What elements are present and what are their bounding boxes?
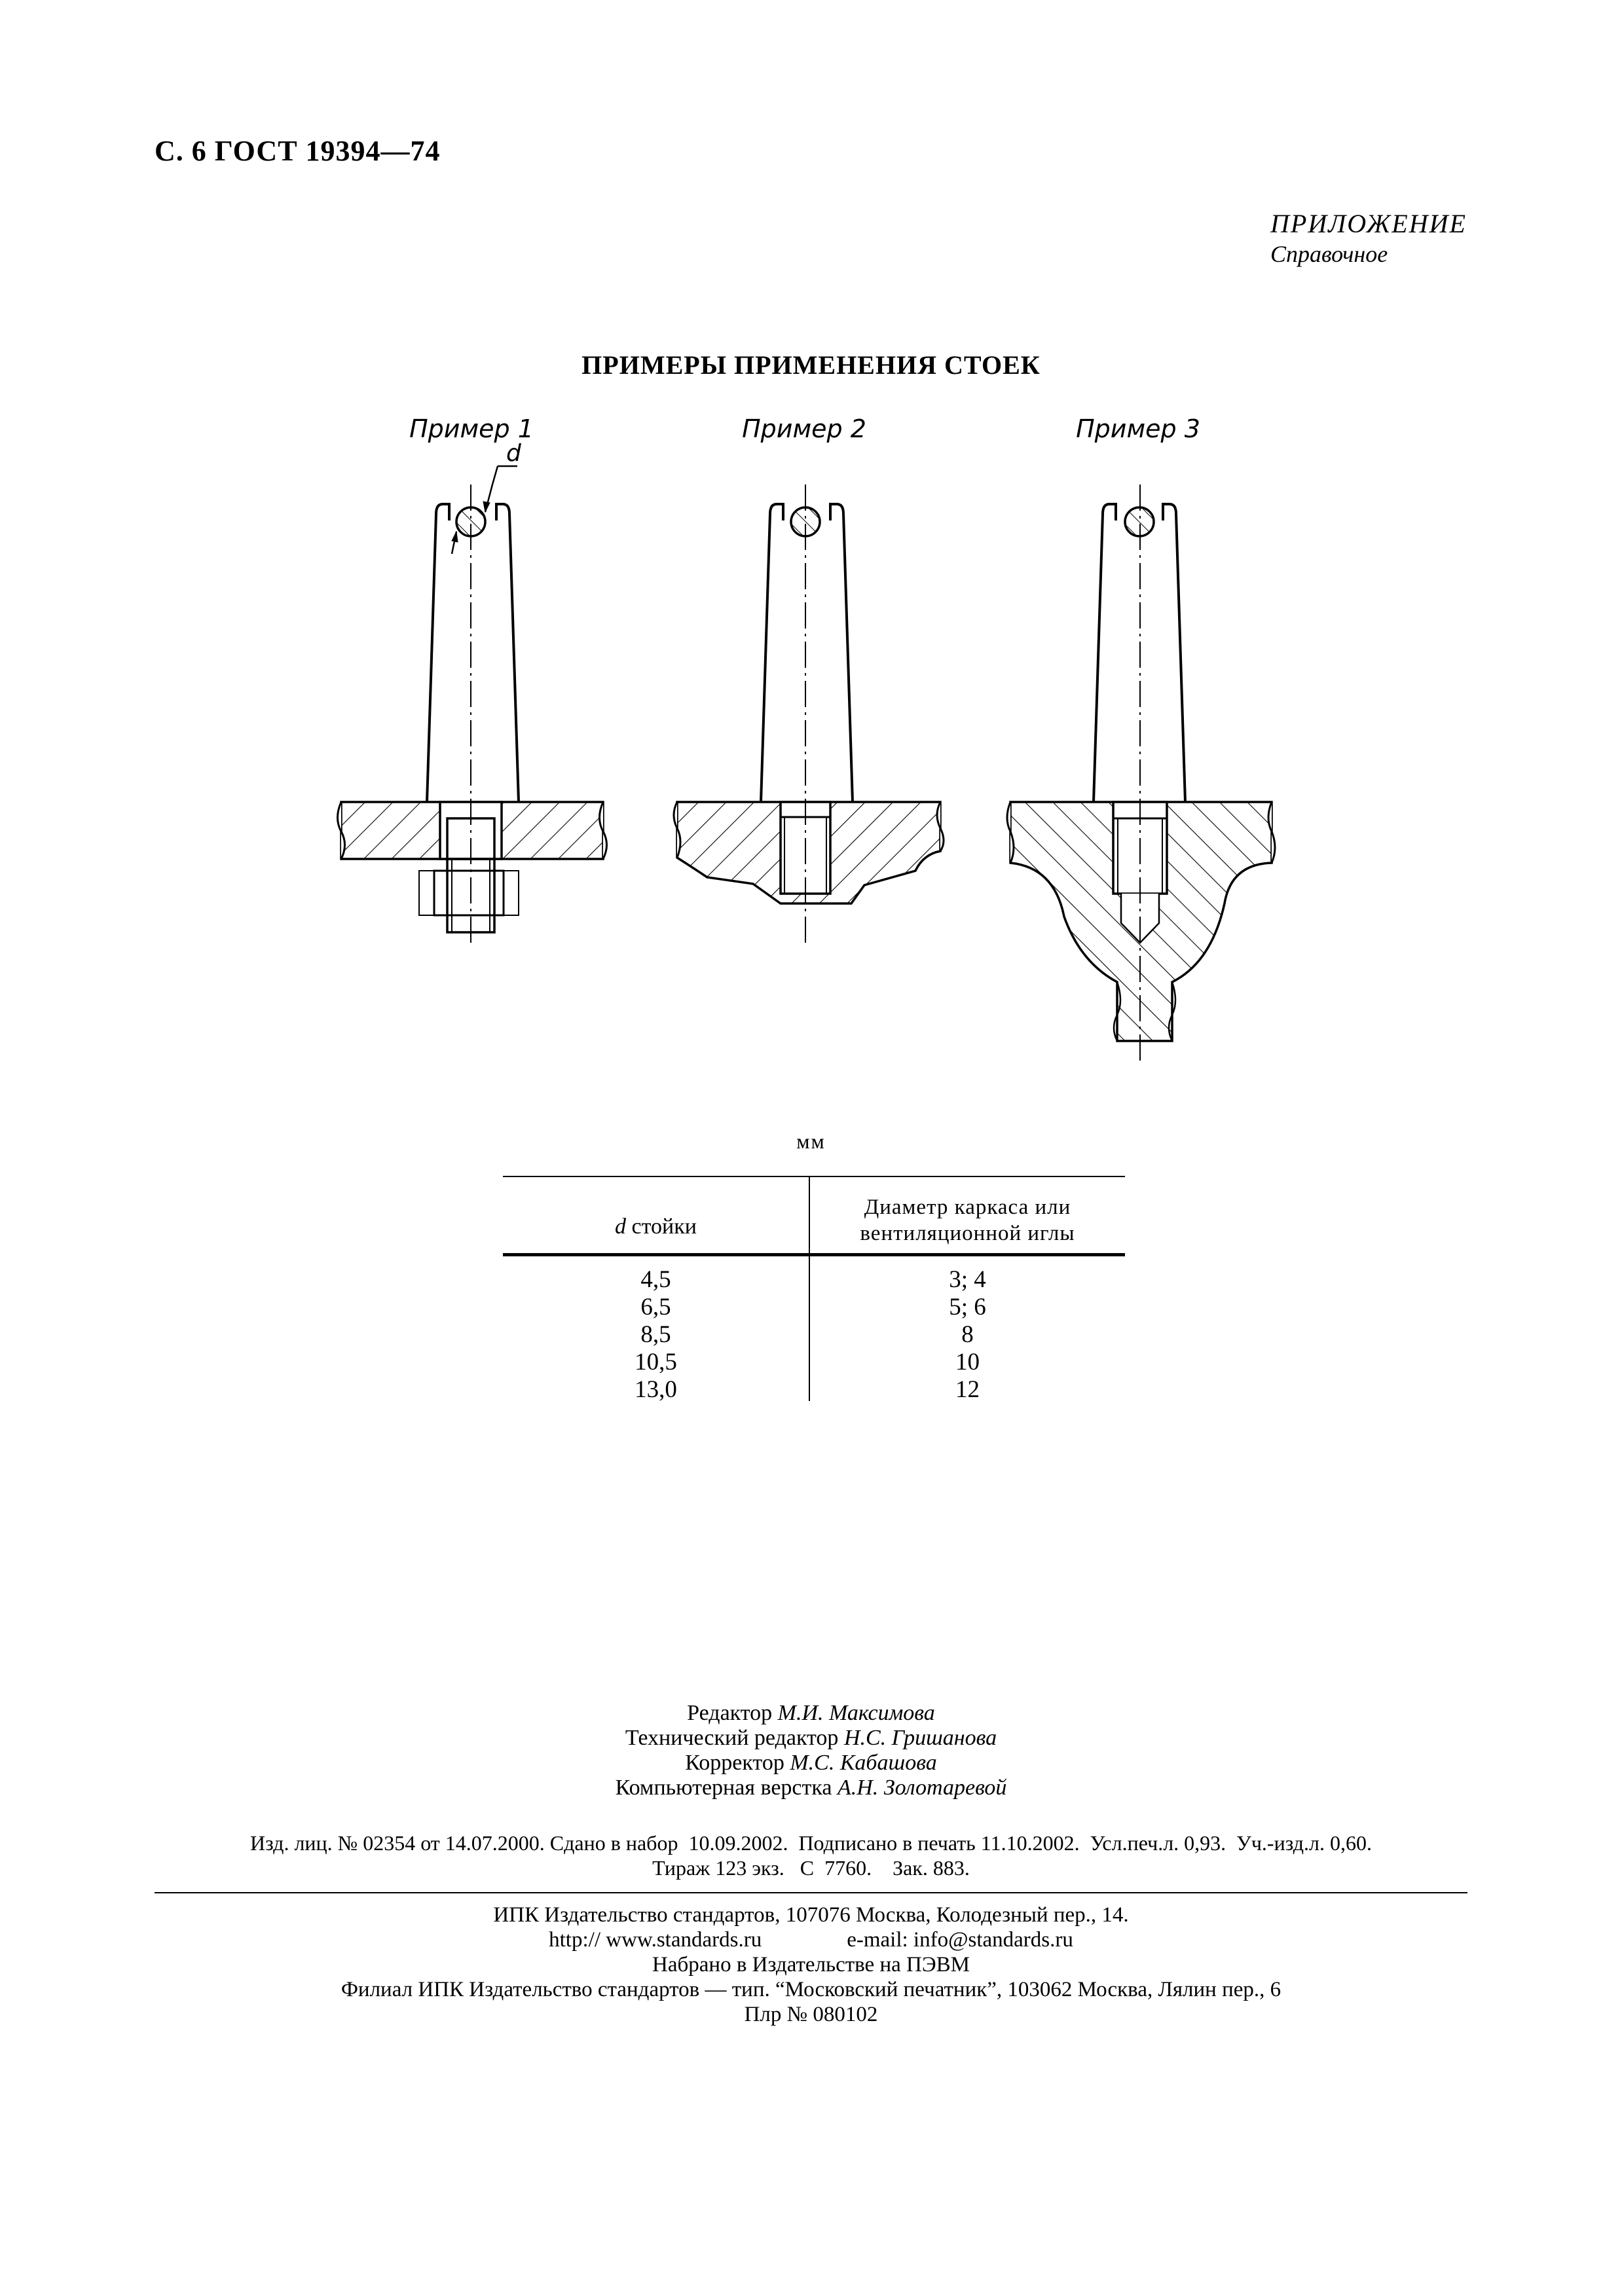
publisher-email: e-mail: info@standards.ru (847, 1928, 1073, 1952)
credit-line (0, 1726, 1622, 1751)
publisher-info (0, 1903, 1622, 2027)
table-cell: 8 (961, 1321, 974, 1348)
example-2-drawing (674, 484, 944, 943)
table-cell: 12 (955, 1376, 980, 1403)
table-cell: 8,5 (640, 1321, 671, 1348)
credit-role: Технический редактор (625, 1726, 844, 1750)
examples-drawing (0, 0, 1622, 1126)
credit-name: А.Н. Золотаревой (837, 1776, 1007, 1800)
table-cell: 5; 6 (949, 1294, 986, 1321)
credit-name: Н.С. Гришанова (843, 1726, 997, 1750)
table-cell: 13,0 (635, 1376, 677, 1403)
publisher-line-1: ИПК Издательство стандартов, 107076 Москва, Колодезный пер., 14. (493, 1903, 1129, 1927)
document-title: ПРИМЕРЫ ПРИМЕНЕНИЯ СТОЕК (581, 350, 1041, 380)
table-top-rule (503, 1176, 1125, 1177)
imprint (0, 1831, 1622, 1880)
table-column-diameter (810, 1266, 1125, 1404)
table-header-diameter-line2: вентиляционной иглы (860, 1222, 1075, 1245)
credits (0, 1701, 1622, 1800)
table-column-d (503, 1266, 809, 1404)
units-label: мм (796, 1129, 826, 1153)
example-3-drawing (1007, 484, 1275, 1061)
credit-line (0, 1751, 1622, 1776)
publisher-line-4: Филиал ИПК Издательство стандартов — тип. “Московский печатник”, 103062 Москва, Лялин пер., 6 (341, 1978, 1281, 2001)
credit-name: М.И. Максимова (777, 1701, 935, 1725)
publisher-line-5: Плр № 080102 (744, 2003, 878, 2026)
footer-rule (155, 1892, 1467, 1893)
credit-line (0, 1701, 1622, 1726)
dimension-d-label: d (506, 440, 521, 467)
table-header-diameter-line1: Диаметр каркаса или (864, 1195, 1071, 1219)
table-cell: 10,5 (635, 1349, 677, 1376)
publisher-url: http:// www.standards.ru (549, 1928, 762, 1952)
page-header: С. 6 ГОСТ 19394—74 (155, 135, 441, 167)
example-2-label: Пример 2 (742, 414, 866, 443)
table-header-d (503, 1201, 809, 1253)
imprint-line-1: Изд. лиц. № 02354 от 14.07.2000. Сдано в набор 10.09.2002. Подписано в печать 11.10.2002. Усл.печ.л. 0,93. Уч.-изд.л. 0,60. (250, 1831, 1372, 1855)
table-header-rule (503, 1253, 1125, 1256)
credit-role: Корректор (685, 1751, 790, 1775)
table-cell: 4,5 (640, 1266, 671, 1293)
credit-line (0, 1776, 1622, 1800)
table-cell: 6,5 (640, 1294, 671, 1321)
table-header-d-var: d (615, 1214, 627, 1239)
table-header-diameter (810, 1194, 1125, 1247)
imprint-line-2: Тираж 123 экз. С 7760. Зак. 883. (652, 1856, 970, 1880)
credit-role: Редактор (687, 1701, 778, 1725)
table-cell: 10 (955, 1349, 980, 1376)
publisher-line-2 (0, 1927, 1622, 1952)
credit-name: М.С. Кабашова (790, 1751, 937, 1775)
credit-role: Компьютерная верстка (615, 1776, 838, 1800)
example-1-label: Пример 1 (409, 414, 534, 443)
table-cell: 3; 4 (949, 1266, 986, 1293)
example-3-label: Пример 3 (1076, 414, 1200, 443)
example-1-drawing (338, 440, 607, 943)
publisher-line-3: Набрано в Издательстве на ПЭВМ (652, 1953, 970, 1977)
appendix-title: ПРИЛОЖЕНИЕ (1270, 209, 1467, 238)
table-header-d-text: стойки (626, 1214, 697, 1239)
appendix-subtitle: Справочное (1270, 241, 1388, 267)
